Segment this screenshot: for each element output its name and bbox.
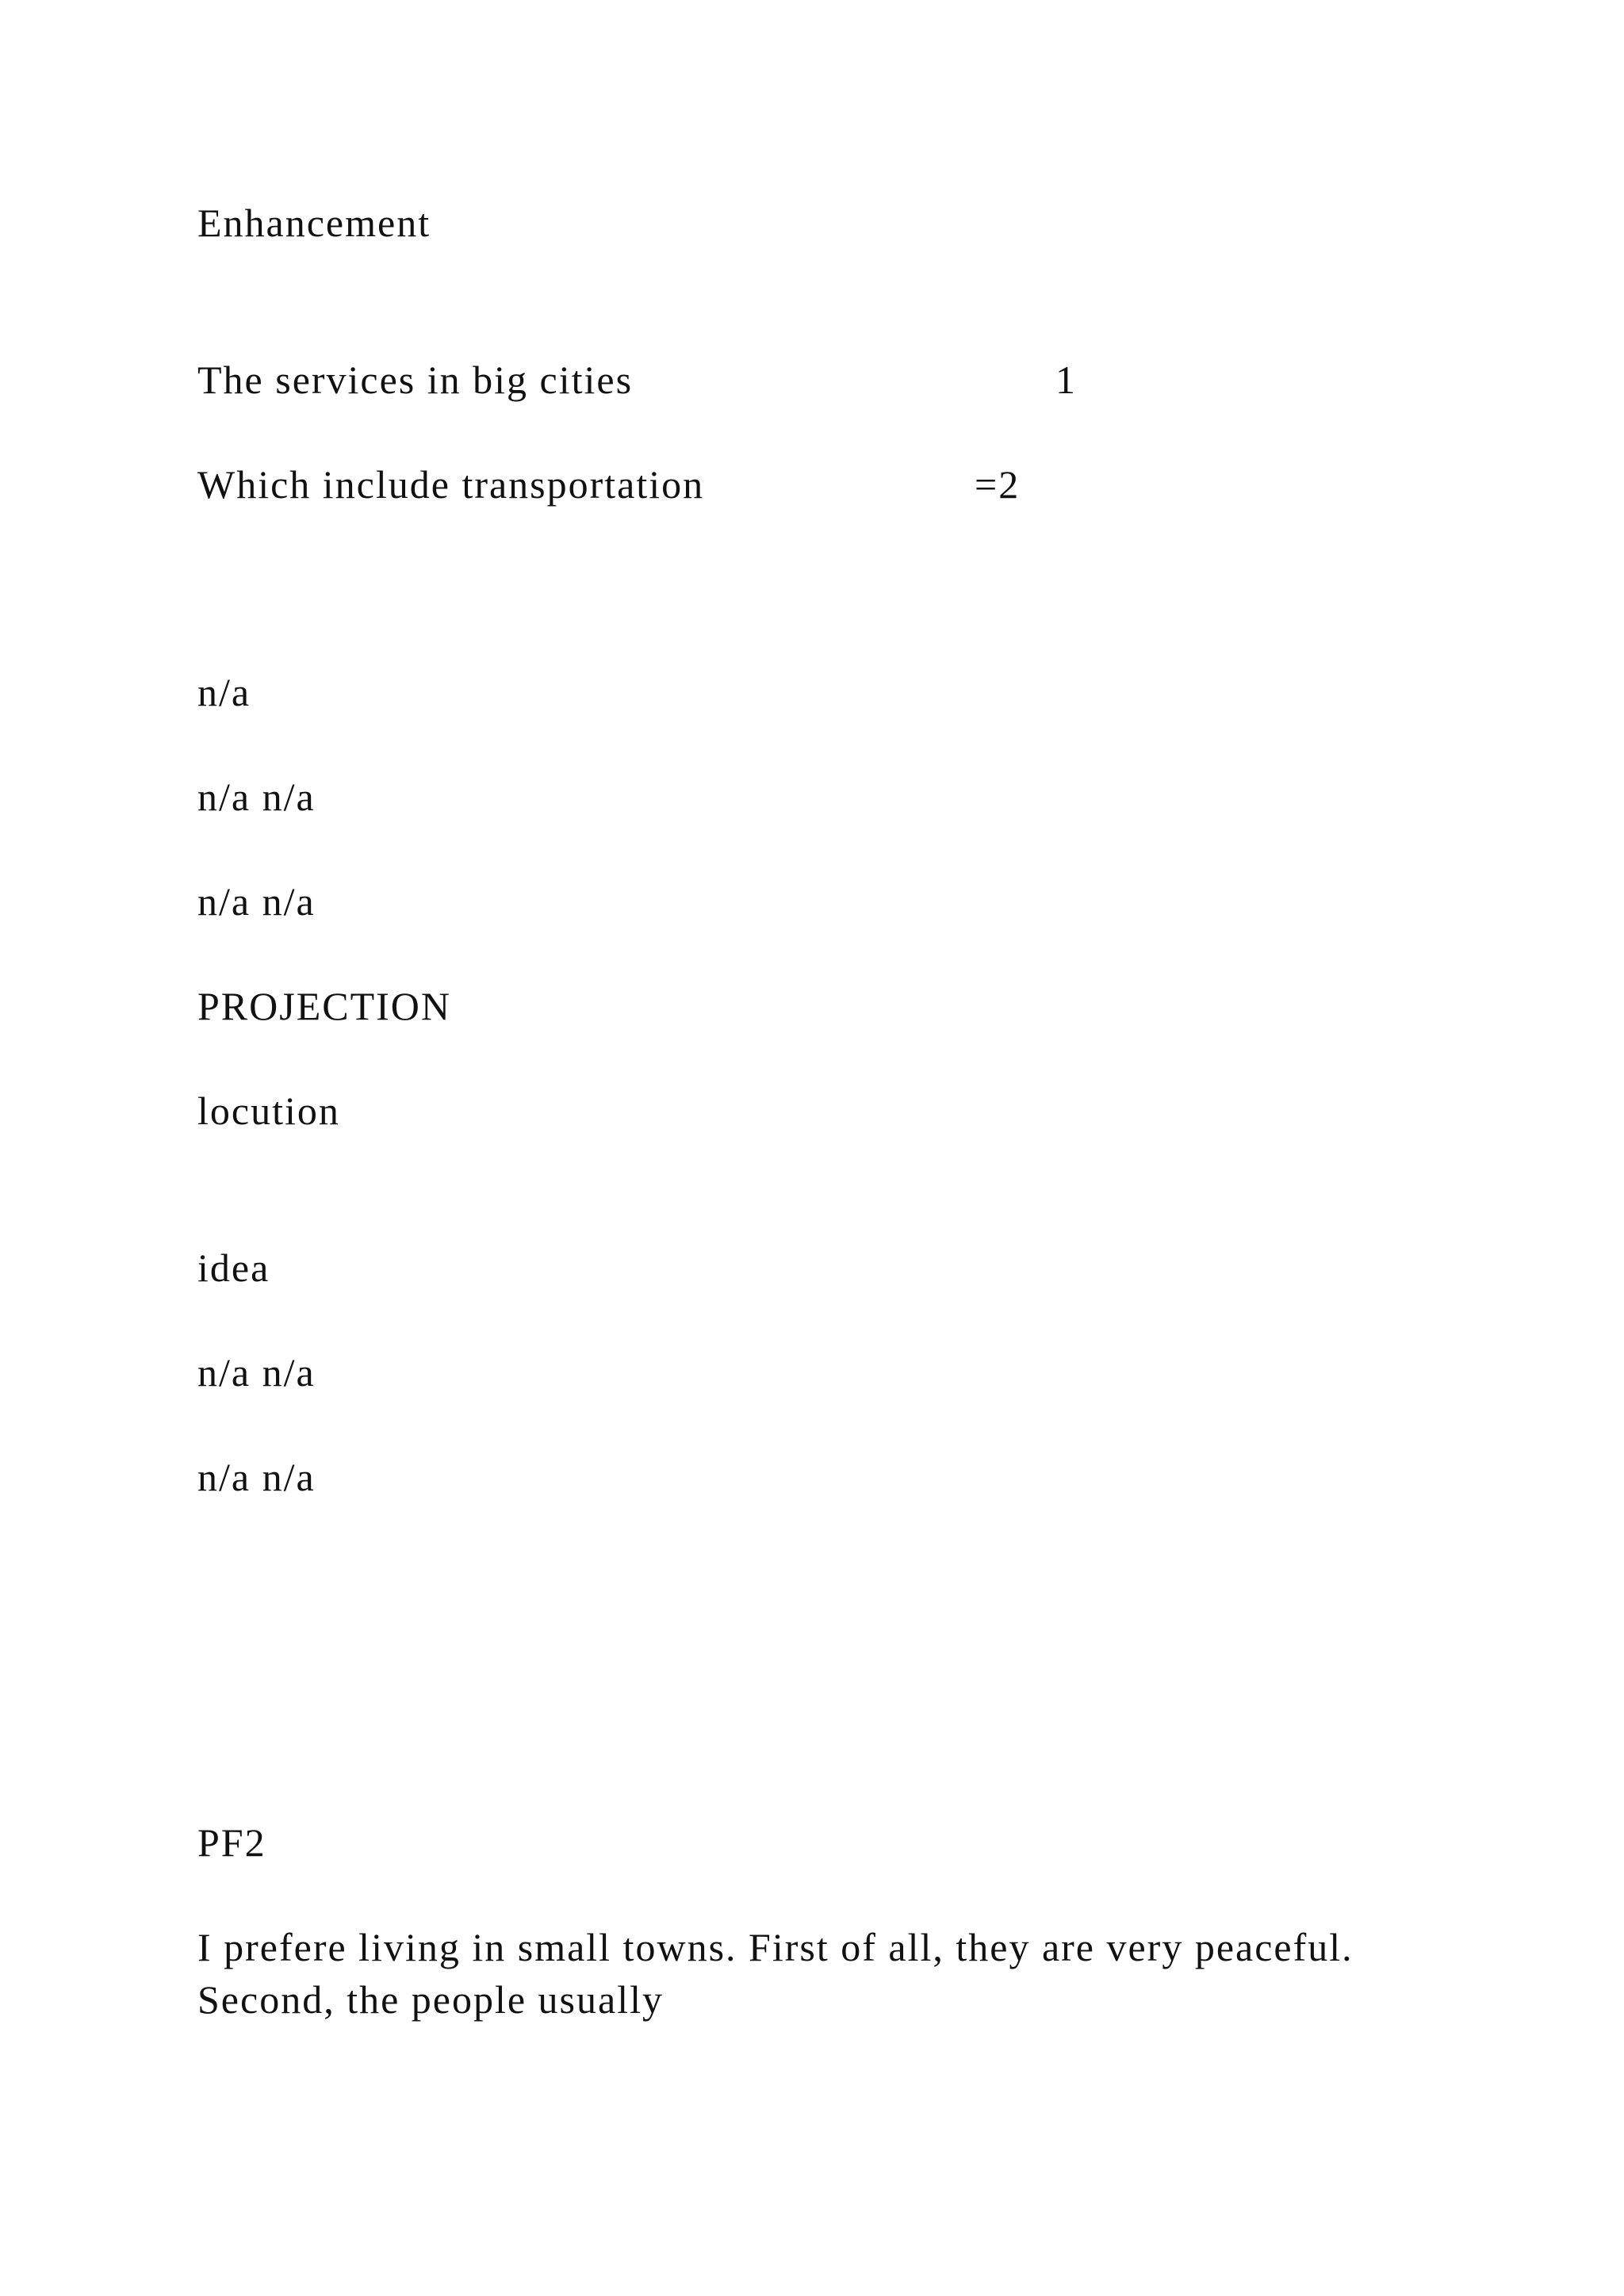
- row-transportation-text: Which include transportation: [197, 462, 705, 507]
- line-projection: PROJECTION: [197, 984, 452, 1028]
- heading-enhancement: Enhancement: [197, 201, 431, 245]
- line-na-na-2: n/a n/a: [197, 879, 316, 924]
- body-paragraph: I prefere living in small towns. First of all, they are very peaceful. Second, the people usually: [197, 1925, 1354, 2022]
- section-label-pf2: PF2: [197, 1820, 266, 1865]
- line-locution: locution: [197, 1089, 340, 1133]
- line-na-na-4: n/a n/a: [197, 1455, 316, 1499]
- line-na-na-1: n/a n/a: [197, 775, 316, 819]
- row-services-text: The services in big cities: [197, 358, 634, 402]
- row-services-value: 1: [1055, 358, 1077, 402]
- line-idea: idea: [197, 1246, 270, 1290]
- line-na-na-3: n/a n/a: [197, 1350, 316, 1395]
- line-na: n/a: [197, 670, 251, 714]
- row-transportation-value: =2: [975, 462, 1021, 507]
